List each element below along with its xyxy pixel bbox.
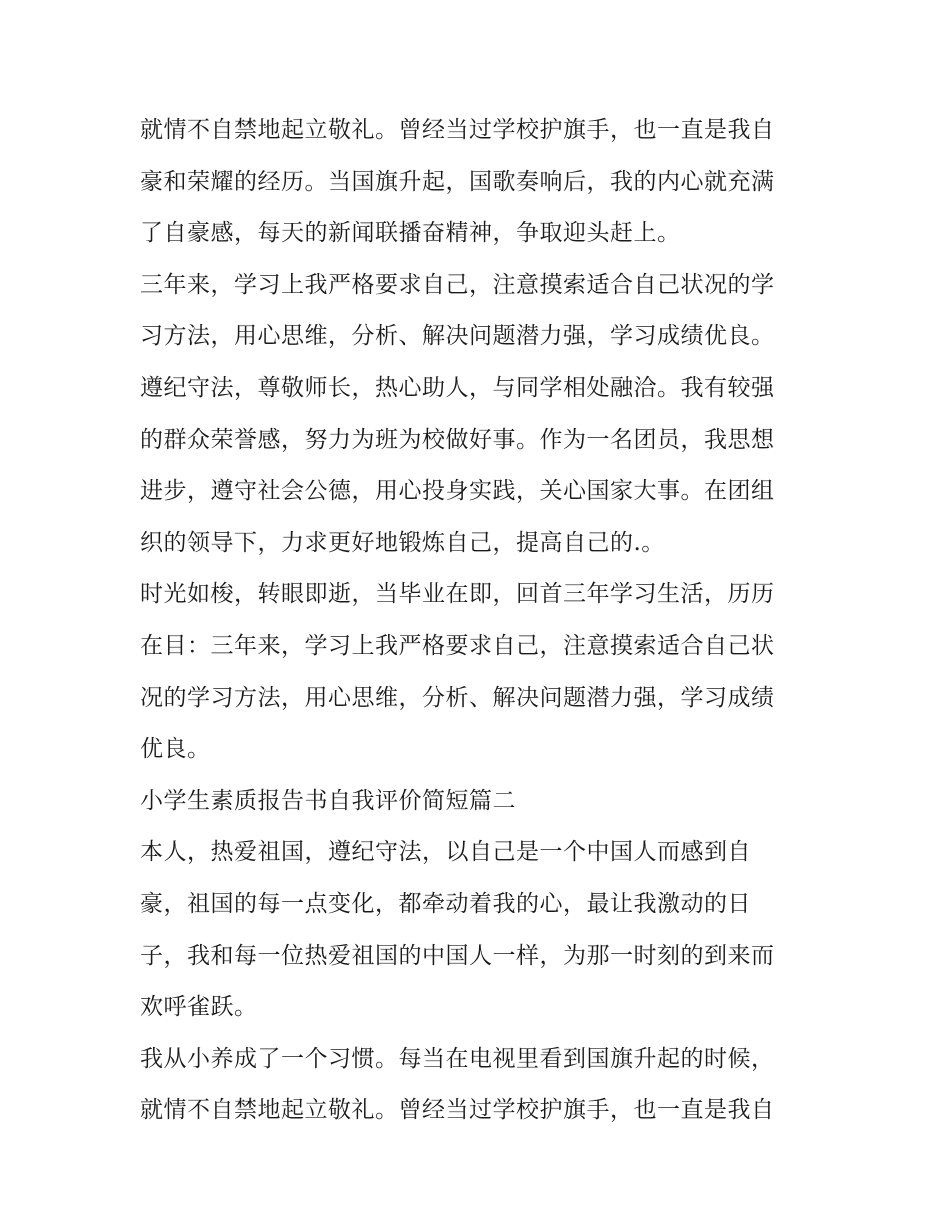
text-line: 习方法，用心思维，分析、解决问题潜力强，学习成绩优良。 bbox=[140, 323, 775, 350]
section-heading: 小学生素质报告书自我评价简短篇二 bbox=[140, 787, 516, 814]
text-line: 就情不自禁地起立敬礼。曾经当过学校护旗手，也一直是我自 bbox=[140, 1097, 775, 1124]
text-line: 遵纪守法，尊敬师长，热心助人，与同学相处融洽。我有较强 bbox=[140, 374, 775, 401]
text-line: 三年来，学习上我严格要求自己，注意摸索适合自己状况的学 bbox=[140, 271, 775, 298]
text-line: 织的领导下，力求更好地锻炼自己，提高自己的.。 bbox=[140, 529, 665, 556]
text-line: 进步，遵守社会公德，用心投身实践，关心国家大事。在团组 bbox=[140, 478, 775, 505]
text-line: 时光如梭，转眼即逝，当毕业在即，回首三年学习生活，历历 bbox=[140, 581, 775, 608]
document-body bbox=[140, 111, 830, 1143]
text-line: 子，我和每一位热爱祖国的中国人一样，为那一时刻的到来而 bbox=[140, 942, 775, 969]
text-line: 豪，祖国的每一点变化，都牵动着我的心，最让我激动的日 bbox=[140, 890, 751, 917]
text-line: 我从小养成了一个习惯。每当在电视里看到国旗升起的时候， bbox=[140, 1045, 775, 1072]
text-line: 本人，热爱祖国，遵纪守法，以自己是一个中国人而感到自 bbox=[140, 839, 751, 866]
text-line: 就情不自禁地起立敬礼。曾经当过学校护旗手，也一直是我自 bbox=[140, 117, 775, 143]
text-line: 欢呼雀跃。 bbox=[140, 994, 258, 1021]
text-line: 的群众荣誉感，努力为班为校做好事。作为一名团员，我思想 bbox=[140, 426, 775, 453]
text-line: 了自豪感，每天的新闻联播奋精神，争取迎头赶上。 bbox=[140, 220, 681, 247]
text-line: 况的学习方法，用心思维，分析、解决问题潜力强，学习成绩 bbox=[140, 684, 775, 711]
text-line: 优良。 bbox=[140, 736, 211, 763]
text-line: 在目：三年来，学习上我严格要求自己，注意摸索适合自己状 bbox=[140, 632, 775, 659]
text-line: 豪和荣耀的经历。当国旗升起，国歌奏响后，我的内心就充满 bbox=[140, 168, 775, 195]
